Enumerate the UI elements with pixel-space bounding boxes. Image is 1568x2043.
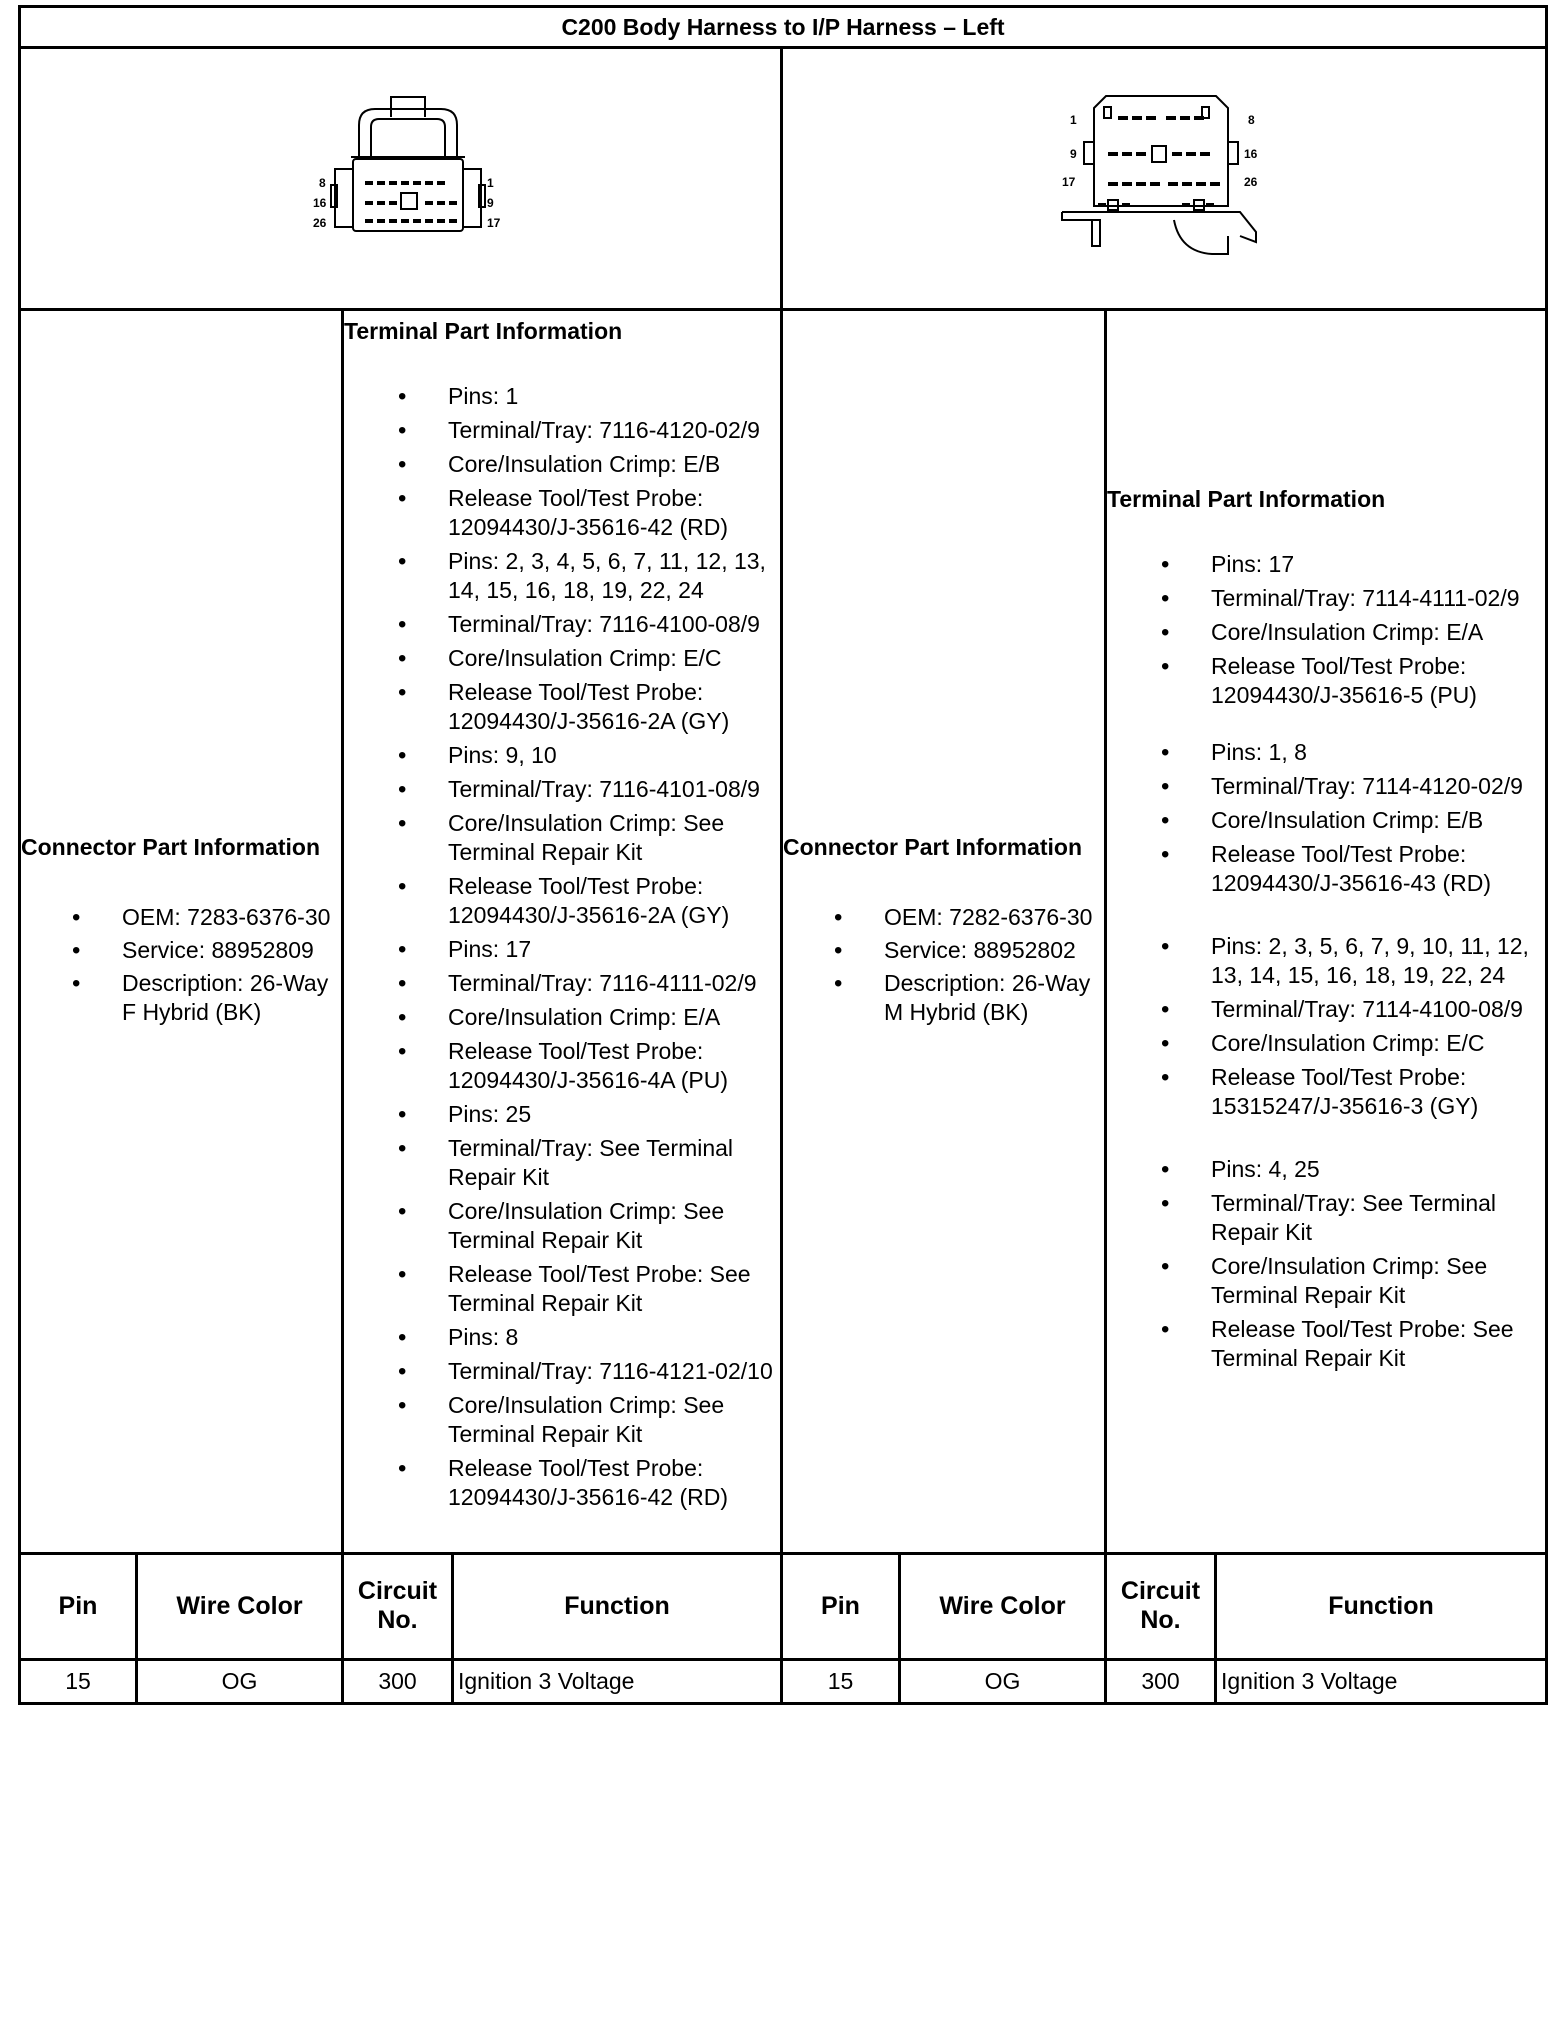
connector-part-list <box>21 903 341 1027</box>
right-connector-diagram-cell <box>782 48 1547 310</box>
pin-label-right-top: 1 <box>486 175 494 190</box>
header-circuit-no: Circuit No. <box>1106 1554 1216 1660</box>
function-value: Ignition 3 Voltage <box>453 1660 782 1704</box>
header-wire-color: Wire Color <box>900 1554 1106 1660</box>
circuit-value: 300 <box>343 1660 453 1704</box>
terminal-release-tool: • Release Tool/Test Probe: 12094430/J-35616-2A (GY) <box>344 872 780 930</box>
terminal-tray: • Terminal/Tray: 7114-4111-02/9 <box>1107 584 1545 613</box>
terminal-pins: • Pins: 17 <box>344 935 780 964</box>
terminal-part-heading: Terminal Part Information <box>1107 486 1386 512</box>
pin-label-right-bot: 17 <box>486 215 500 230</box>
terminal-tray: • Terminal/Tray: 7116-4111-02/9 <box>344 969 780 998</box>
terminal-group <box>344 741 780 930</box>
pin-label-left-mid: 16 <box>312 195 326 210</box>
terminal-part-heading: Terminal Part Information <box>344 318 623 344</box>
service-number: • Service: 88952802 <box>783 936 1104 965</box>
header-pin: Pin <box>20 1554 137 1660</box>
terminal-group <box>344 382 780 542</box>
terminal-release-tool: • Release Tool/Test Probe: See Terminal Repair Kit <box>1107 1315 1545 1373</box>
header-pin: Pin <box>782 1554 900 1660</box>
terminal-tray: • Terminal/Tray: See Terminal Repair Kit <box>344 1134 780 1192</box>
terminal-release-tool: • Release Tool/Test Probe: 12094430/J-35616-42 (RD) <box>344 484 780 542</box>
header-function: Function <box>453 1554 782 1660</box>
pin-label-right-mid: 16 <box>1244 146 1258 161</box>
header-function: Function <box>1216 1554 1547 1660</box>
terminal-crimp: • Core/Insulation Crimp: E/A <box>344 1003 780 1032</box>
terminal-crimp: • Core/Insulation Crimp: E/A <box>1107 618 1545 647</box>
terminal-group <box>1107 550 1545 710</box>
oem-number: • OEM: 7282-6376-30 <box>783 903 1104 932</box>
terminal-release-tool: • Release Tool/Test Probe: 12094430/J-35616-5 (PU) <box>1107 652 1545 710</box>
pin-value: 15 <box>782 1660 900 1704</box>
wire-color-value: OG <box>137 1660 343 1704</box>
left-connector-diagram-cell <box>20 48 782 310</box>
connector-part-list <box>783 903 1104 1027</box>
pin-label-left-bot: 17 <box>1062 174 1076 189</box>
oem-number: • OEM: 7283-6376-30 <box>21 903 341 932</box>
terminal-crimp: • Core/Insulation Crimp: E/C <box>1107 1029 1545 1058</box>
terminal-group <box>344 935 780 1095</box>
terminal-release-tool: • Release Tool/Test Probe: 15315247/J-35616-3 (GY) <box>1107 1063 1545 1121</box>
terminal-release-tool: • Release Tool/Test Probe: 12094430/J-35616-2A (GY) <box>344 678 780 736</box>
pin-label-left-top: 8 <box>318 175 326 190</box>
terminal-tray: • Terminal/Tray: 7114-4100-08/9 <box>1107 995 1545 1024</box>
left-terminal-part-information <box>343 310 782 1554</box>
connector-part-heading: Connector Part Information <box>21 833 321 860</box>
terminal-pins: • Pins: 2, 3, 5, 6, 7, 9, 10, 11, 12, 13, 14, 15, 16, 18, 19, 22, 24 <box>1107 932 1545 990</box>
connector-description: • Description: 26-Way F Hybrid (BK) <box>21 969 341 1027</box>
connector-end-view-sheet <box>18 5 1545 2043</box>
terminal-group <box>1107 738 1545 898</box>
terminal-crimp: • Core/Insulation Crimp: E/B <box>1107 806 1545 835</box>
right-connector-part-information <box>782 310 1106 1554</box>
connector-description: • Description: 26-Way M Hybrid (BK) <box>783 969 1104 1027</box>
header-circuit-no: Circuit No. <box>343 1554 453 1660</box>
terminal-group <box>1107 932 1545 1121</box>
pin-label-right-bot: 26 <box>1244 174 1258 189</box>
terminal-pins: • Pins: 8 <box>344 1323 780 1352</box>
left-connector-part-information <box>20 310 343 1554</box>
header-wire-color: Wire Color <box>137 1554 343 1660</box>
right-terminal-part-information <box>1106 310 1547 1554</box>
terminal-group <box>344 1100 780 1318</box>
pin-table-header-row <box>20 1554 1547 1660</box>
pin-label-right-mid: 9 <box>486 195 494 210</box>
service-number: • Service: 88952809 <box>21 936 341 965</box>
terminal-crimp: • Core/Insulation Crimp: See Terminal Repair Kit <box>344 1391 780 1449</box>
terminal-pins: • Pins: 2, 3, 4, 5, 6, 7, 11, 12, 13, 14, 15, 16, 18, 19, 22, 24 <box>344 547 780 605</box>
connector-table <box>18 5 1548 1705</box>
wire-color-value: OG <box>900 1660 1106 1704</box>
pin-label-left-mid: 9 <box>1070 146 1077 161</box>
connector-part-heading: Connector Part Information <box>783 833 1083 860</box>
terminal-crimp: • Core/Insulation Crimp: See Terminal Repair Kit <box>1107 1252 1545 1310</box>
terminal-pins: • Pins: 4, 25 <box>1107 1155 1545 1184</box>
terminal-crimp: • Core/Insulation Crimp: E/B <box>344 450 780 479</box>
terminal-pins: • Pins: 25 <box>344 1100 780 1129</box>
terminal-pins: • Pins: 1, 8 <box>1107 738 1545 767</box>
circuit-value: 300 <box>1106 1660 1216 1704</box>
terminal-group <box>344 1323 780 1512</box>
table-row <box>20 1660 1547 1704</box>
pin-label-left-bot: 26 <box>312 215 326 230</box>
terminal-release-tool: • Release Tool/Test Probe: 12094430/J-35616-4A (PU) <box>344 1037 780 1095</box>
terminal-tray: • Terminal/Tray: 7114-4120-02/9 <box>1107 772 1545 801</box>
terminal-crimp: • Core/Insulation Crimp: E/C <box>344 644 780 673</box>
pin-value: 15 <box>20 1660 137 1704</box>
terminal-group <box>1107 1155 1545 1373</box>
terminal-tray: • Terminal/Tray: 7116-4120-02/9 <box>344 416 780 445</box>
terminal-tray: • Terminal/Tray: 7116-4121-02/10 <box>344 1357 780 1386</box>
terminal-crimp: • Core/Insulation Crimp: See Terminal Repair Kit <box>344 809 780 867</box>
pin-label-left-top: 1 <box>1070 112 1077 127</box>
terminal-tray: • Terminal/Tray: See Terminal Repair Kit <box>1107 1189 1545 1247</box>
pin-label-right-top: 8 <box>1248 112 1255 127</box>
terminal-crimp: • Core/Insulation Crimp: See Terminal Repair Kit <box>344 1197 780 1255</box>
terminal-tray: • Terminal/Tray: 7116-4101-08/9 <box>344 775 780 804</box>
terminal-pins: • Pins: 1 <box>344 382 780 411</box>
male-connector-face-diagram <box>1044 86 1284 276</box>
document-title: C200 Body Harness to I/P Harness – Left <box>20 7 1547 48</box>
terminal-group <box>344 547 780 736</box>
function-value: Ignition 3 Voltage <box>1216 1660 1547 1704</box>
terminal-pins: • Pins: 9, 10 <box>344 741 780 770</box>
terminal-tray: • Terminal/Tray: 7116-4100-08/9 <box>344 610 780 639</box>
terminal-release-tool: • Release Tool/Test Probe: 12094430/J-35616-43 (RD) <box>1107 840 1545 898</box>
terminal-pins: • Pins: 17 <box>1107 550 1545 579</box>
terminal-release-tool: • Release Tool/Test Probe: See Terminal Repair Kit <box>344 1260 780 1318</box>
terminal-release-tool: • Release Tool/Test Probe: 12094430/J-35616-42 (RD) <box>344 1454 780 1512</box>
female-connector-face-diagram <box>291 87 511 277</box>
